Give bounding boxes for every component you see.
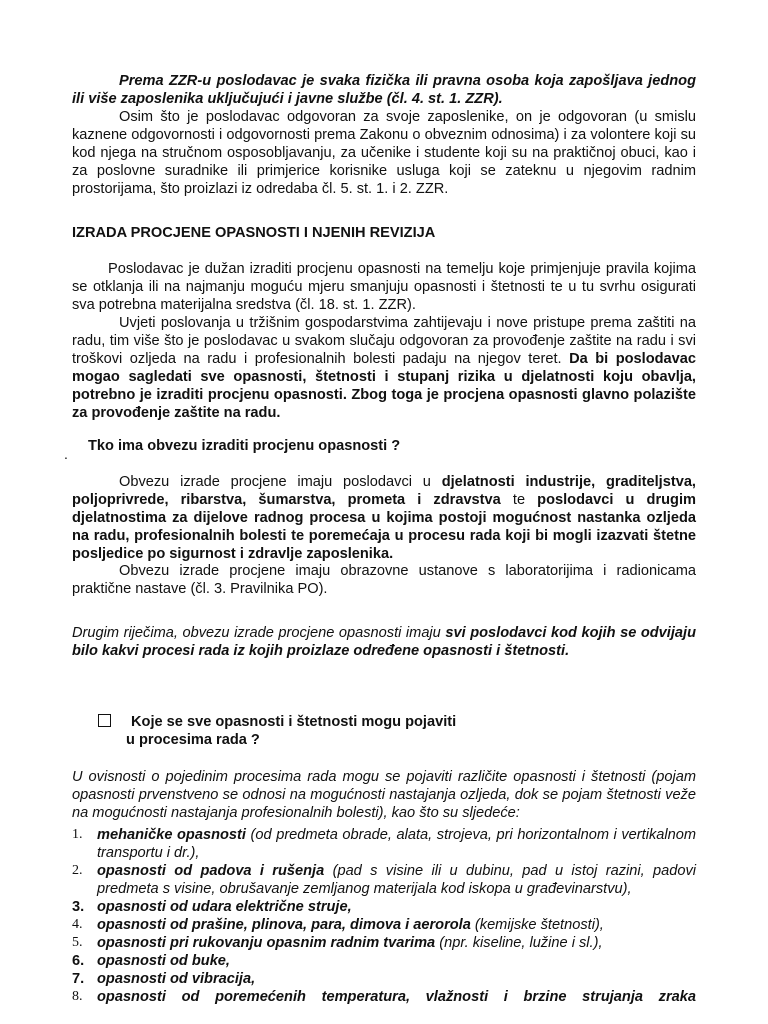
list-number: 7. [72, 971, 85, 987]
conditions-bold-text: Da bi poslodavac mogao sagledati sve opasnosti, štetnosti i stupanj rizika u djelatnosti koju obavlja, potrebno je izraditi procjenu opasnosti. Zbog toga je procjena opasnosti glavno polazište za provođenje zaštite na radu. [72, 351, 696, 421]
list-item [72, 916, 696, 934]
education-text: Obvezu izrade procjene imaju obrazovne ustanove s laboratorijima i radionicama praktične nastave (čl. 3. Pravilnika PO). [72, 563, 696, 597]
hazard-title: opasnosti od buke, [97, 953, 230, 969]
section2-paragraph-2 [72, 562, 696, 598]
hazard-title: opasnosti od poremećenih temperatura, vlažnosti i brzine strujanja zraka [97, 989, 696, 1005]
list-number: 6. [72, 953, 85, 969]
hazard-detail: (npr. kiseline, lužine i sl.), [435, 935, 603, 951]
industries-bold-text: djelatnosti industrije, graditeljstva, poljoprivrede, ribarstva, šumarstva, prometa i zdravstva [72, 474, 696, 508]
hazard-title: opasnosti od vibracija, [97, 971, 256, 987]
other-employers-bold-text: poslodavci u drugim djelatnostima za dijelove radnog procesa u kojima postoji mogućnost nastanka ozljeda na radu, profesionalnih bolesti te poremećaja u procesu rada koji bi mogli izazvati štetne posljedice po sigurnost i zdravlje zaposlenika. [72, 492, 696, 562]
employer-definition: Prema ZZR-u poslodavac je svaka fizička ili pravna osoba koja zapošljava jednog ili više zaposlenika uključujući i javne službe (čl. 4. st. 1. ZZR). [72, 73, 696, 107]
list-item [72, 988, 696, 1006]
list-number: 4. [72, 917, 83, 932]
hazard-title: opasnosti od padova i rušenja [97, 863, 325, 879]
question2-line1: Koje se sve opasnosti i štetnosti mogu pojaviti [131, 714, 457, 730]
summary-bold-text: svi poslodavci kod kojih se odvijaju bilo kakvi procesi rada iz kojih proizlaze određene opasnosti i štetnosti. [72, 625, 696, 659]
conditions-text: Uvjeti poslovanja u tržišnim gospodarstvima zahtijevaju i nove pristupe prema zaštiti na radu, tim više što je poslodavac u svakom slučaju odgovoran za provođenje zaštite na radu i svi troškovi ozljeda na radu i profesionalnih bolesti padaju na njegov teret. [72, 315, 696, 367]
list-item [72, 898, 696, 916]
conjunction-text: te [512, 492, 526, 508]
list-item [72, 934, 696, 952]
list-item [72, 970, 696, 988]
list-item [72, 826, 696, 862]
list-item [72, 952, 696, 970]
list-number: 3. [72, 899, 85, 915]
section3-intro: U ovisnosti o pojedinim procesima rada mogu se pojaviti različite opasnosti i štetnosti (pojam opasnosti prvenstveno se odnosi na mogućnosti nastajanja ozljeda, dok se pojam štetnosti veže na mogućnosti nastajanja profesionalnih bolesti), kao što su sljedeće: [72, 769, 696, 821]
hazard-list [72, 826, 696, 1006]
list-number: 2. [72, 863, 83, 878]
hazard-title: opasnosti pri rukovanju opasnim radnim tvarima [97, 935, 436, 951]
hazard-title: opasnosti od prašine, plinova, para, dimova i aerorola [97, 917, 471, 933]
section1-paragraph-2 [72, 314, 696, 422]
list-number: 8. [72, 989, 83, 1004]
hazard-title: opasnosti od udara električne struje, [97, 899, 352, 915]
summary-text: Drugim riječima, obvezu izrade procjene opasnosti imaju [72, 625, 441, 641]
hazard-detail: (pad s visine ili u dubinu, pad u istoj razini, padovi predmeta s visine, obrušavanje zemljanog materijala kod iskopa u građevinarstvu), [97, 863, 697, 897]
section2-paragraph-1 [72, 473, 696, 563]
question-which-hazards [98, 713, 678, 749]
hazard-detail: (kemijske štetnosti), [470, 917, 604, 933]
obligation-text: Poslodavac je dužan izraditi procjenu opasnosti na temelju koje primjenjuje pravila kojima se otklanja ili na najmanju moguću mjeru smanjuju opasnosti i štetnosti te u tu svrhu osigurati sva potrebna materijalna sredstva (čl. 18. st. 1. ZZR). [72, 261, 696, 313]
question2-line2: u procesima rada ? [126, 732, 260, 748]
checkbox-icon [98, 714, 111, 727]
hazard-detail: (od predmeta obrade, alata, strojeva, pri horizontalnom i vertikalnom transportu i dr.), [97, 827, 696, 861]
list-item [72, 862, 696, 898]
intro-paragraph [72, 72, 696, 108]
obligated-parties-text: Obvezu izrade procjene imaju poslodavci u [119, 474, 431, 490]
list-number: 1. [72, 827, 83, 842]
responsibility-text: Osim što je poslodavac odgovoran za svoje zaposlenike, on je odgovoran (u smislu kaznene odgovornosti i odgovornosti prema Zakonu o obveznim odnosima) i za volontere koji su kod njega na stručnom osposobljavanju, za učenike i studente koji su na praktičnoj obuci, kao i za poslovne suradnike ili primjerice korisnike usluga koji se zateknu u njegovim radnim prostorijama, što proizlazi iz odredaba čl. 5. st. 1. i 2. ZZR. [72, 109, 696, 197]
section-heading: IZRADA PROCJENE OPASNOSTI I NJENIH REVIZIJA [72, 225, 436, 241]
question-who: Tko ima obvezu izraditi procjenu opasnosti ? [88, 438, 401, 454]
hazard-title: mehaničke opasnosti [97, 827, 246, 843]
section1-paragraph-1 [72, 260, 696, 314]
responsibility-paragraph [72, 108, 696, 198]
section2-paragraph-3 [72, 624, 696, 660]
bullet-dot: . [64, 446, 68, 462]
list-number: 5. [72, 935, 83, 950]
